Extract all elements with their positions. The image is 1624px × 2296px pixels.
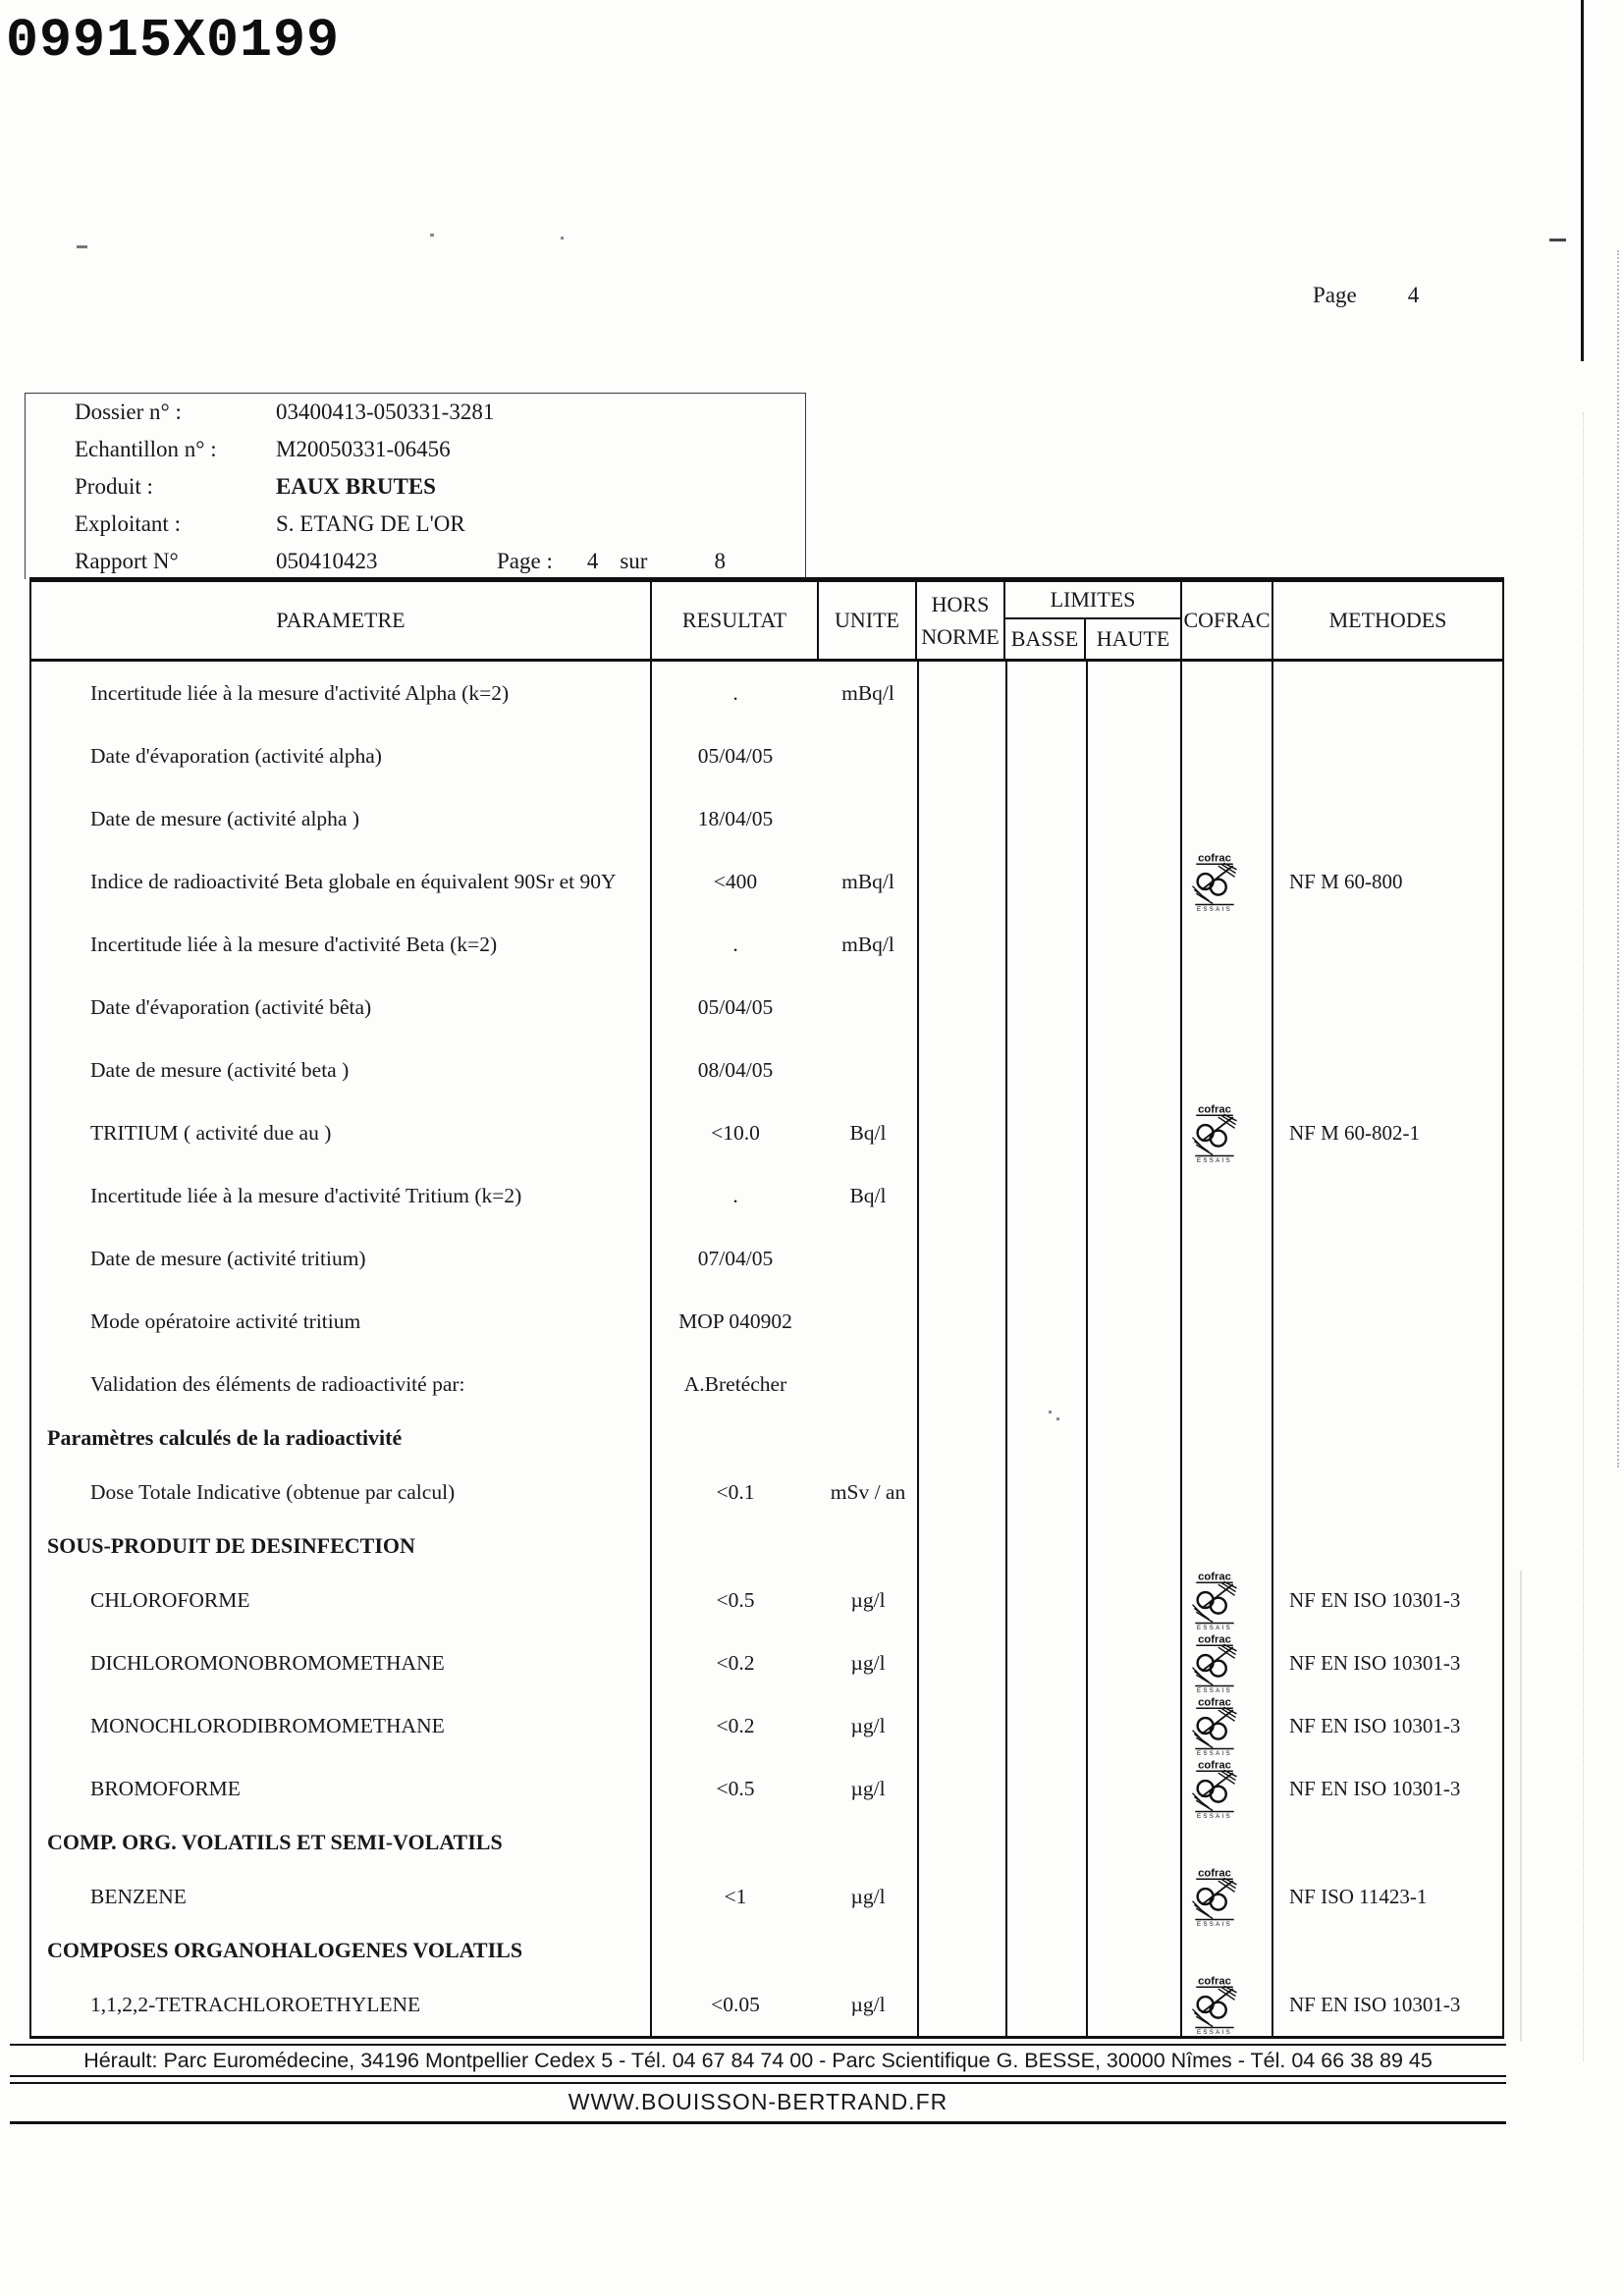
cofrac-cell <box>1182 1820 1273 1865</box>
parametre-cell: DICHLOROMONOBROMOMETHANE <box>31 1631 652 1694</box>
limite-basse-cell <box>1007 1227 1088 1290</box>
svg-text:cofrac: cofrac <box>1198 1696 1231 1709</box>
svg-text:ESSAIS: ESSAIS <box>1196 1157 1233 1162</box>
hors-norme-cell <box>919 1290 1007 1353</box>
result-value: 08/04/05 <box>697 1057 774 1082</box>
cofrac-cell <box>1182 1290 1273 1353</box>
unit-value: mSv / an <box>830 1479 906 1504</box>
result-value: <1 <box>724 1884 747 1908</box>
parametre-cell: SOUS-PRODUIT DE DESINFECTION <box>31 1523 652 1569</box>
limite-haute-cell <box>1088 1164 1182 1227</box>
methode-cell: NF EN ISO 10301-3 <box>1289 1713 1461 1737</box>
table-row <box>31 1694 1502 1757</box>
header-limites-sub <box>1005 619 1180 659</box>
limite-basse-cell <box>1007 1039 1088 1101</box>
table-row <box>31 724 1502 787</box>
result-unit-cell <box>652 1694 919 1757</box>
methode-cell: NF M 60-802-1 <box>1289 1120 1421 1145</box>
result-value: 05/04/05 <box>697 994 774 1019</box>
result-value: <0.1 <box>716 1479 755 1504</box>
svg-text:cofrac: cofrac <box>1198 1633 1231 1646</box>
rapport-page-label: Page : <box>497 549 553 573</box>
result-unit-cell <box>652 850 919 913</box>
header-haute: HAUTE <box>1096 626 1170 651</box>
limite-basse-cell <box>1007 1757 1088 1820</box>
limite-haute-cell <box>1088 1415 1182 1461</box>
cofrac-cell <box>1182 1227 1273 1290</box>
limite-basse-cell <box>1007 1101 1088 1164</box>
limite-haute-cell <box>1088 1523 1182 1569</box>
cofrac-stamp-icon <box>1190 1867 1239 1926</box>
methode-cell: NF EN ISO 10301-3 <box>1289 1587 1461 1612</box>
hors-norme-cell <box>919 1973 1007 2036</box>
parametre-cell: BENZENE <box>31 1865 652 1928</box>
limite-basse-cell <box>1007 1928 1088 1973</box>
cofrac-stamp-icon <box>1190 1633 1239 1692</box>
hors-norme-cell <box>919 1569 1007 1631</box>
result-unit-cell <box>652 1757 919 1820</box>
limite-haute-cell <box>1088 1631 1182 1694</box>
hors-norme-cell <box>919 1227 1007 1290</box>
limite-basse-cell <box>1007 976 1088 1039</box>
table-section-row <box>31 1928 1502 1973</box>
result-value: 07/04/05 <box>697 1246 774 1270</box>
scan-artifact-speck <box>77 245 87 248</box>
cofrac-cell <box>1182 662 1273 724</box>
page-label: Page <box>1313 283 1357 307</box>
table-row <box>31 1039 1502 1101</box>
result-unit-cell <box>652 724 919 787</box>
table-row <box>31 1569 1502 1631</box>
hors-norme-cell <box>919 913 1007 976</box>
limite-haute-cell <box>1088 1039 1182 1101</box>
table-row <box>31 1461 1502 1523</box>
unit-value: µg/l <box>850 1884 886 1908</box>
footer-divider <box>10 2075 1506 2077</box>
limite-basse-cell <box>1007 1164 1088 1227</box>
cofrac-cell <box>1182 787 1273 850</box>
result-value: MOP 040902 <box>678 1308 792 1333</box>
unit-value: mBq/l <box>841 932 894 956</box>
result-value: A.Bretécher <box>683 1371 787 1396</box>
hors-norme-cell <box>919 1353 1007 1415</box>
cofrac-cell <box>1182 1631 1273 1694</box>
parametre-cell: Incertitude liée à la mesure d'activité Alpha (k=2) <box>31 662 652 724</box>
header-hors-norme <box>917 582 1005 659</box>
result-unit-cell <box>652 1164 919 1227</box>
methode-cell: NF EN ISO 10301-3 <box>1289 1776 1461 1800</box>
svg-text:cofrac: cofrac <box>1198 852 1231 865</box>
limite-basse-cell <box>1007 662 1088 724</box>
cofrac-stamp-icon <box>1190 1571 1239 1629</box>
info-row-exploitant <box>26 506 805 543</box>
header-hors-line2: NORME <box>921 623 1000 649</box>
hors-norme-cell <box>919 1928 1007 1973</box>
result-value: <0.2 <box>716 1713 755 1737</box>
result-unit-cell <box>652 787 919 850</box>
header-methodes: METHODES <box>1328 608 1447 632</box>
result-value: . <box>732 932 738 956</box>
hors-norme-cell <box>919 1820 1007 1865</box>
limite-haute-cell <box>1088 1353 1182 1415</box>
result-value: <0.5 <box>716 1587 755 1612</box>
result-value: . <box>732 680 738 705</box>
limite-haute-cell <box>1088 1928 1182 1973</box>
cofrac-stamp-icon <box>1190 1975 1239 2034</box>
limite-haute-cell <box>1088 724 1182 787</box>
header-basse: BASSE <box>1005 619 1086 659</box>
cofrac-cell <box>1182 913 1273 976</box>
cofrac-cell <box>1182 1928 1273 1973</box>
limite-basse-cell <box>1007 1865 1088 1928</box>
rapport-page-total: 8 <box>714 549 726 573</box>
svg-text:cofrac: cofrac <box>1198 1571 1231 1583</box>
limite-haute-cell <box>1088 1820 1182 1865</box>
result-value: <400 <box>713 869 758 893</box>
cofrac-cell <box>1182 1865 1273 1928</box>
limite-haute-cell <box>1088 662 1182 724</box>
parametre-cell: 1,1,2,2-TETRACHLOROETHYLENE <box>31 1973 652 2036</box>
table-section-row <box>31 1415 1502 1461</box>
limite-haute-cell <box>1088 1290 1182 1353</box>
table-row <box>31 1227 1502 1290</box>
dossier-label: Dossier n° : <box>75 400 182 424</box>
limite-haute-cell <box>1088 1101 1182 1164</box>
cofrac-cell <box>1182 1353 1273 1415</box>
scan-artifact-speck <box>430 234 434 237</box>
info-row-rapport <box>26 543 805 580</box>
hors-norme-cell <box>919 1694 1007 1757</box>
svg-text:cofrac: cofrac <box>1198 1103 1231 1116</box>
limite-basse-cell <box>1007 1694 1088 1757</box>
limite-haute-cell <box>1088 1973 1182 2036</box>
svg-text:cofrac: cofrac <box>1198 1867 1231 1880</box>
header-limites-group <box>1005 582 1182 659</box>
svg-text:cofrac: cofrac <box>1198 1975 1231 1988</box>
hors-norme-cell <box>919 1164 1007 1227</box>
parametre-cell: Incertitude liée à la mesure d'activité Beta (k=2) <box>31 913 652 976</box>
parametre-cell: Date d'évaporation (activité alpha) <box>31 724 652 787</box>
unit-value: µg/l <box>850 1776 886 1800</box>
table-header-row <box>29 577 1504 662</box>
table-row <box>31 850 1502 913</box>
result-value: . <box>732 1183 738 1207</box>
result-unit-cell <box>652 1101 919 1164</box>
parametre-cell: Date de mesure (activité alpha ) <box>31 787 652 850</box>
scan-code: 09915X0199 <box>6 10 341 72</box>
info-row-dossier <box>26 394 805 431</box>
result-value: 05/04/05 <box>697 743 774 768</box>
footer-website: WWW.BOUISSON-BERTRAND.FR <box>568 2089 948 2114</box>
result-unit-cell <box>652 1865 919 1928</box>
result-unit-cell <box>652 913 919 976</box>
svg-text:ESSAIS: ESSAIS <box>1196 906 1233 911</box>
cofrac-cell <box>1182 1694 1273 1757</box>
scan-artifact-dotted-line <box>1583 412 1584 2061</box>
svg-text:ESSAIS: ESSAIS <box>1196 1921 1233 1926</box>
table-row <box>31 1865 1502 1928</box>
parametre-cell: BROMOFORME <box>31 1757 652 1820</box>
table-row <box>31 1973 1502 2036</box>
header-cofrac: COFRAC <box>1182 582 1273 659</box>
table-row <box>31 976 1502 1039</box>
result-unit-cell <box>652 1039 919 1101</box>
parametre-cell: COMP. ORG. VOLATILS ET SEMI-VOLATILS <box>31 1820 652 1865</box>
rapport-sur-label: sur <box>620 549 648 573</box>
hors-norme-cell <box>919 1631 1007 1694</box>
hors-norme-cell <box>919 1461 1007 1523</box>
table-row <box>31 1631 1502 1694</box>
cofrac-stamp-icon <box>1190 1696 1239 1755</box>
result-unit-cell <box>652 1461 919 1523</box>
scan-artifact-dotted-line <box>1617 250 1619 1468</box>
produit-label: Produit : <box>75 474 153 499</box>
rapport-label: Rapport N° <box>75 549 179 573</box>
echantillon-label: Echantillon n° : <box>75 437 217 461</box>
result-value: <10.0 <box>711 1120 760 1145</box>
parametre-cell: TRITIUM ( activité due au ) <box>31 1101 652 1164</box>
methode-cell: NF EN ISO 10301-3 <box>1289 1650 1461 1675</box>
parametre-cell: Date de mesure (activité tritium) <box>31 1227 652 1290</box>
limite-haute-cell <box>1088 1569 1182 1631</box>
hors-norme-cell <box>919 662 1007 724</box>
footer-divider <box>10 2121 1506 2124</box>
page-indicator <box>1313 283 1419 308</box>
limite-basse-cell <box>1007 1820 1088 1865</box>
result-unit-cell <box>652 1523 919 1569</box>
unit-value: mBq/l <box>841 680 894 705</box>
svg-text:ESSAIS: ESSAIS <box>1196 1625 1233 1629</box>
cofrac-cell <box>1182 1101 1273 1164</box>
limite-haute-cell <box>1088 976 1182 1039</box>
unit-value: µg/l <box>850 1650 886 1675</box>
hors-norme-cell <box>919 850 1007 913</box>
limite-haute-cell <box>1088 850 1182 913</box>
result-unit-cell <box>652 1227 919 1290</box>
header-limites: LIMITES <box>1005 582 1180 619</box>
limite-basse-cell <box>1007 1973 1088 2036</box>
table-row <box>31 1353 1502 1415</box>
limite-haute-cell <box>1088 1865 1182 1928</box>
limite-haute-cell <box>1088 1694 1182 1757</box>
limite-basse-cell <box>1007 913 1088 976</box>
svg-text:ESSAIS: ESSAIS <box>1196 1687 1233 1692</box>
parametre-cell: Paramètres calculés de la radioactivité <box>31 1415 652 1461</box>
cofrac-cell <box>1182 1164 1273 1227</box>
header-parametre: PARAMETRE <box>31 582 652 659</box>
limite-haute-cell <box>1088 1757 1182 1820</box>
result-value: <0.5 <box>716 1776 755 1800</box>
rapport-page-number: 4 <box>586 549 599 573</box>
table-row <box>31 1101 1502 1164</box>
parametre-cell: Validation des éléments de radioactivité par: <box>31 1353 652 1415</box>
cofrac-stamp-icon <box>1190 1103 1239 1162</box>
cofrac-cell <box>1182 1973 1273 2036</box>
unit-value: µg/l <box>850 1713 886 1737</box>
rapport-value: 050410423 <box>276 549 378 573</box>
hors-norme-cell <box>919 1523 1007 1569</box>
unit-value: µg/l <box>850 1587 886 1612</box>
methode-cell: NF ISO 11423-1 <box>1289 1884 1428 1908</box>
parametre-cell: MONOCHLORODIBROMOMETHANE <box>31 1694 652 1757</box>
svg-text:ESSAIS: ESSAIS <box>1196 1813 1233 1818</box>
scan-artifact-speck <box>1056 1417 1059 1420</box>
table-row <box>31 913 1502 976</box>
unit-value: µg/l <box>850 1992 886 2016</box>
table-row <box>31 1164 1502 1227</box>
parametre-cell: Dose Totale Indicative (obtenue par calcul) <box>31 1461 652 1523</box>
methode-cell: NF M 60-800 <box>1289 869 1403 893</box>
limite-haute-cell <box>1088 1227 1182 1290</box>
cofrac-cell <box>1182 1569 1273 1631</box>
hors-norme-cell <box>919 724 1007 787</box>
hors-norme-cell <box>919 1865 1007 1928</box>
result-value: 18/04/05 <box>697 806 774 830</box>
parametre-cell: Mode opératoire activité tritium <box>31 1290 652 1353</box>
table-row <box>31 1290 1502 1353</box>
results-table <box>29 577 1504 2039</box>
cofrac-stamp-icon <box>1190 1759 1239 1818</box>
cofrac-cell <box>1182 976 1273 1039</box>
parametre-cell: Date de mesure (activité beta ) <box>31 1039 652 1101</box>
cofrac-cell <box>1182 1523 1273 1569</box>
limite-haute-cell <box>1088 913 1182 976</box>
parametre-cell: CHLOROFORME <box>31 1569 652 1631</box>
parametre-cell: Date d'évaporation (activité bêta) <box>31 976 652 1039</box>
result-unit-cell <box>652 662 919 724</box>
unit-value: mBq/l <box>841 869 894 893</box>
limite-basse-cell <box>1007 1415 1088 1461</box>
cofrac-cell <box>1182 1757 1273 1820</box>
table-row <box>31 662 1502 724</box>
limite-basse-cell <box>1007 1461 1088 1523</box>
limite-basse-cell <box>1007 1290 1088 1353</box>
parametre-cell: Indice de radioactivité Beta globale en équivalent 90Sr et 90Y <box>31 850 652 913</box>
result-unit-cell <box>652 1415 919 1461</box>
table-row <box>31 787 1502 850</box>
methode-cell: NF EN ISO 10301-3 <box>1289 1992 1461 2016</box>
limite-basse-cell <box>1007 1523 1088 1569</box>
hors-norme-cell <box>919 1101 1007 1164</box>
hors-norme-cell <box>919 787 1007 850</box>
svg-text:ESSAIS: ESSAIS <box>1196 1750 1233 1755</box>
cofrac-cell <box>1182 1039 1273 1101</box>
exploitant-label: Exploitant : <box>75 511 181 536</box>
limite-basse-cell <box>1007 787 1088 850</box>
footer-address: Hérault: Parc Euromédecine, 34196 Montpellier Cedex 5 - Tél. 04 67 84 74 00 - Parc Scientifique G. BESSE, 30000 Nîmes - Tél. 04 66 38 89 45 <box>83 2049 1433 2072</box>
scan-artifact-shadow <box>1520 1571 1522 2042</box>
parametre-cell: Incertitude liée à la mesure d'activité Tritium (k=2) <box>31 1164 652 1227</box>
result-unit-cell <box>652 1353 919 1415</box>
page-number: 4 <box>1407 283 1420 307</box>
result-unit-cell <box>652 976 919 1039</box>
limite-basse-cell <box>1007 724 1088 787</box>
result-value: <0.05 <box>711 1992 760 2016</box>
sample-info-box <box>25 393 806 579</box>
header-hors-line1: HORS <box>931 591 990 616</box>
cofrac-cell <box>1182 850 1273 913</box>
limite-basse-cell <box>1007 1631 1088 1694</box>
svg-text:ESSAIS: ESSAIS <box>1196 2029 1233 2034</box>
table-body <box>29 662 1504 2039</box>
unit-value: Bq/l <box>849 1120 887 1145</box>
parametre-cell: COMPOSES ORGANOHALOGENES VOLATILS <box>31 1928 652 1973</box>
limite-haute-cell <box>1088 1461 1182 1523</box>
cofrac-cell <box>1182 724 1273 787</box>
hors-norme-cell <box>919 976 1007 1039</box>
scan-artifact-dash <box>1549 239 1566 241</box>
hors-norme-cell <box>919 1415 1007 1461</box>
result-unit-cell <box>652 1973 919 2036</box>
table-row <box>31 1757 1502 1820</box>
echantillon-value: M20050331-06456 <box>276 437 451 461</box>
table-section-row <box>31 1820 1502 1865</box>
scan-artifact-line <box>1581 0 1584 361</box>
limite-basse-cell <box>1007 1569 1088 1631</box>
result-unit-cell <box>652 1290 919 1353</box>
limite-haute-cell <box>1088 787 1182 850</box>
unit-value: Bq/l <box>849 1183 887 1207</box>
cofrac-stamp-icon <box>1190 852 1239 911</box>
scan-artifact-speck <box>1049 1411 1052 1414</box>
limite-basse-cell <box>1007 1353 1088 1415</box>
header-resultat: RESULTAT <box>652 582 819 659</box>
result-unit-cell <box>652 1928 919 1973</box>
header-unite: UNITE <box>819 582 917 659</box>
result-unit-cell <box>652 1820 919 1865</box>
result-unit-cell <box>652 1569 919 1631</box>
hors-norme-cell <box>919 1757 1007 1820</box>
table-section-row <box>31 1523 1502 1569</box>
svg-text:cofrac: cofrac <box>1198 1759 1231 1772</box>
result-value: <0.2 <box>716 1650 755 1675</box>
info-row-produit <box>26 468 805 506</box>
dossier-value: 03400413-050331-3281 <box>276 400 495 424</box>
result-unit-cell <box>652 1631 919 1694</box>
page-footer <box>10 2044 1506 2124</box>
cofrac-cell <box>1182 1415 1273 1461</box>
produit-value: EAUX BRUTES <box>276 474 436 499</box>
limite-basse-cell <box>1007 850 1088 913</box>
hors-norme-cell <box>919 1039 1007 1101</box>
exploitant-value: S. ETANG DE L'OR <box>276 511 465 536</box>
scan-artifact-speck <box>561 237 564 240</box>
info-row-echantillon <box>26 431 805 468</box>
cofrac-cell <box>1182 1461 1273 1523</box>
